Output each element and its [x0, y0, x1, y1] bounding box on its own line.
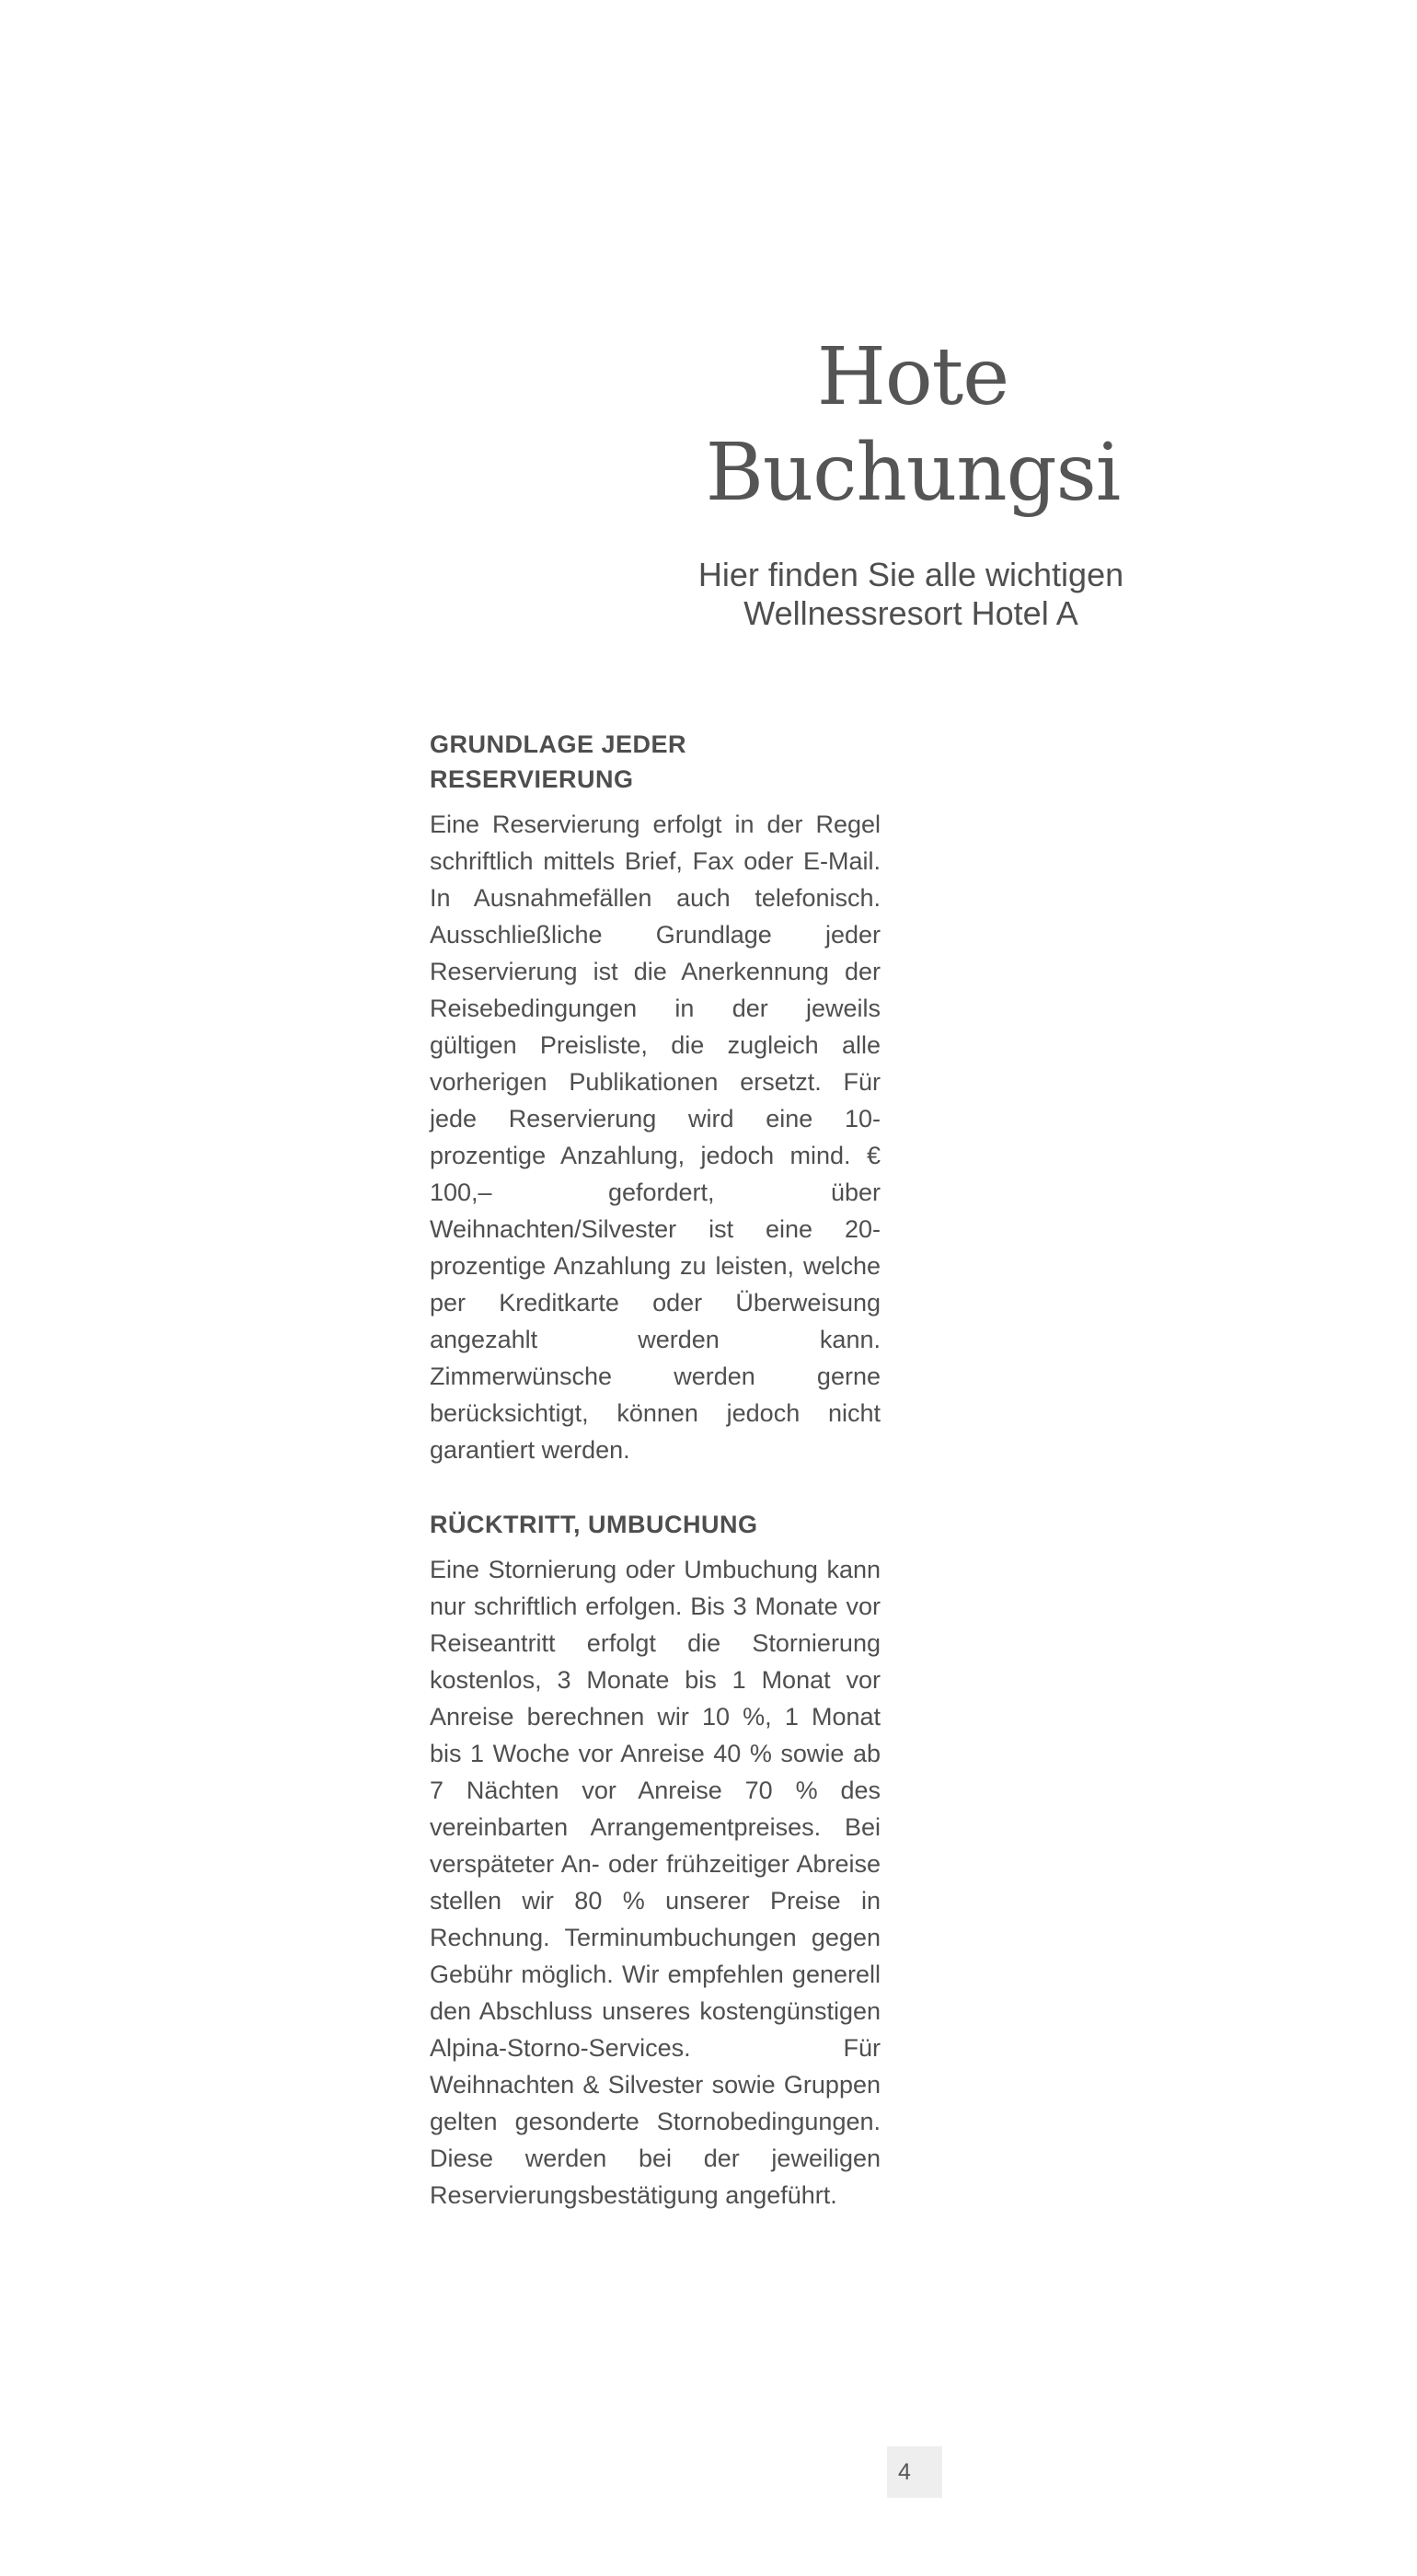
section-heading-line-1: GRUNDLAGE JEDER	[430, 730, 687, 758]
page-number-tab: 4	[887, 2446, 942, 2498]
section-body-cancellation: Eine Stornierung oder Umbuchung kann nur schriftlich erfolgen. Bis 3 Monate vor Reiseantritt erfolgt die Stornierung kostenlos, 3 Monate bis 1 Monat vor Anreise berechnen wir 10 %, 1 Monat bis 1 Woche vor Anreise 40 % sowie ab 7 Nächten vor Anreise 70 % des vereinbarten Arrangementpreises. Bei verspäteter An- oder frühzeitiger Abreise stellen wir 80 % unserer Preise in Rechnung. Terminumbuchungen gegen Gebühr möglich. Wir empfehlen generell den Abschluss unseres kostengünstigen Alpina-Storno-Services. Für Weihnachten & Silvester sowie Gruppen gelten gesonderte Stornobedingungen. Diese werden bei der jeweiligen Reservierungsbestätigung angeführt.	[430, 1556, 881, 2209]
section-heading-line-1: RÜCKTRITT, UMBUCHUNG	[430, 1511, 758, 1538]
page-subtitle	[405, 556, 1417, 633]
page-subtitle-line-1: Hier finden Sie alle wichtigen	[697, 556, 1124, 593]
section-body-reservation-basis: Eine Reservierung erfolgt in der Regel schriftlich mittels Brief, Fax oder E-Mail. In Ausnahmefällen auch telefonisch. Ausschließliche Grundlage jeder Reservierung ist die Anerkennung der Reisebedingungen in der jeweils gültigen Preisliste, die zugleich alle vorherigen Publikationen ersetzt. Für jede Reservierung wird eine 10-prozentige Anzahlung, jedoch mind. € 100,– gefordert, über Weihnachten/Silvester ist eine 20-prozentige Anzahlung zu leisten, welche per Kreditkarte oder Überweisung angezahlt werden kann. Zimmerwünsche werden gerne berücksichtigt, können jedoch nicht garantiert werden.	[430, 811, 881, 1464]
section-heading-line-2: RESERVIERUNG	[430, 765, 634, 793]
section-heading-cancellation	[430, 1507, 881, 1542]
page-title-line-1: Hote	[816, 331, 1009, 423]
page-title	[425, 329, 1400, 521]
text-column	[430, 727, 881, 2214]
page-subtitle-line-2: Wellnessresort Hotel A	[743, 594, 1078, 632]
section-cancellation	[430, 1507, 881, 2214]
section-reservation-basis	[430, 727, 881, 1468]
page-title-line-2: Buchungsi	[705, 427, 1121, 519]
section-heading-reservation-basis	[430, 727, 881, 797]
